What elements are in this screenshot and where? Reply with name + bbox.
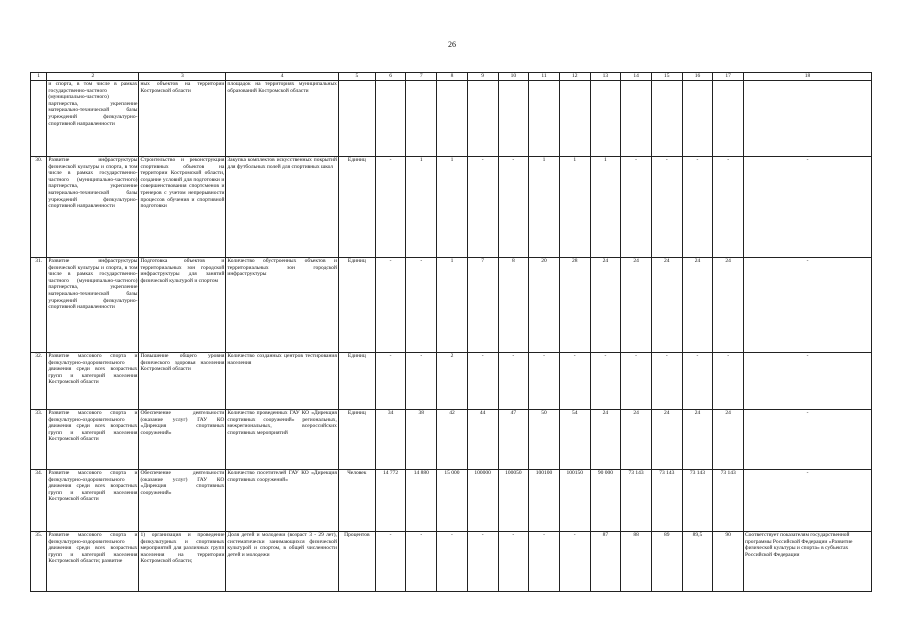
event-goal: Обеспечение деятельности (оказание услуг) ГАУ КО «Дирекция спортивных сооружений»	[139, 410, 226, 470]
unit-cell: Процентов	[338, 532, 375, 592]
value-cell: -	[406, 353, 437, 410]
value-cell: -	[713, 157, 744, 258]
value-cell: -	[590, 353, 621, 410]
value-cell: -	[529, 532, 560, 592]
value-cell: 88	[621, 532, 652, 592]
value-cell: 24	[713, 258, 744, 353]
value-cell: -	[651, 157, 682, 258]
row-number: 35.	[31, 532, 47, 592]
value-cell: 34	[375, 410, 406, 470]
column-header: 13	[590, 73, 621, 81]
column-header: 15	[651, 73, 682, 81]
unit-cell	[338, 81, 375, 157]
column-header: 2	[47, 73, 139, 81]
note-cell: Соответствует показателям государственной программы Российской Федерации «Развитие физической культуры и спорта» в субъектах Российской Федерации	[744, 532, 872, 592]
event-goal: 1) организация и проведение физкультурных и спортивных мероприятий для различных групп населения на территории Костромской области;	[139, 532, 226, 592]
value-cell: -	[621, 353, 652, 410]
value-cell	[498, 81, 529, 157]
value-cell: 24	[651, 258, 682, 353]
note-cell: -	[744, 353, 872, 410]
column-header: 9	[467, 73, 498, 81]
value-cell: 1	[529, 157, 560, 258]
value-cell: 50	[529, 410, 560, 470]
value-cell: 20	[529, 258, 560, 353]
value-cell: -	[651, 353, 682, 410]
note-cell	[744, 81, 872, 157]
page-number: 26	[448, 40, 456, 49]
value-cell: -	[375, 157, 406, 258]
column-header: 11	[529, 73, 560, 81]
event-goal: Строительство и реконструкция спортивных объектов на территории Костромской области, создание условий для подготовки и совершенствования спортсменов и тренеров с учетом непрерывности процессов обучения и спортивной подготовки	[139, 157, 226, 258]
value-cell: -	[621, 157, 652, 258]
row-number: 32.	[31, 353, 47, 410]
column-header: 6	[375, 73, 406, 81]
value-cell: -	[682, 353, 713, 410]
value-cell: 1	[590, 157, 621, 258]
row-number	[31, 81, 47, 157]
value-cell: 54	[559, 410, 590, 470]
value-cell: 38	[406, 410, 437, 470]
indicator-name: Количество созданных центров тестирования населения	[226, 353, 339, 410]
value-cell: 24	[682, 410, 713, 470]
column-header: 17	[713, 73, 744, 81]
event-goal: Подготовка объектов и территориальных зон городской инфраструктуры для занятий физической культурой и спортом	[139, 258, 226, 353]
value-cell: 7	[467, 258, 498, 353]
value-cell: -	[375, 258, 406, 353]
value-cell: 100000	[467, 470, 498, 532]
value-cell	[406, 81, 437, 157]
unit-cell: Единиц	[338, 157, 375, 258]
unit-cell: Человек	[338, 470, 375, 532]
value-cell: 1	[406, 157, 437, 258]
note-cell: -	[744, 410, 872, 470]
value-cell: 89	[651, 532, 682, 592]
table-row	[31, 410, 872, 470]
value-cell: 73 143	[651, 470, 682, 532]
value-cell: 24	[651, 410, 682, 470]
value-cell: 28	[559, 258, 590, 353]
value-cell: 8	[498, 258, 529, 353]
value-cell: 14 772	[375, 470, 406, 532]
value-cell: 100150	[559, 470, 590, 532]
event-name: Развитие массового спорта и физкультурно-оздоровительного движения среди всех возрастных групп и категорий населения Костромской области	[47, 410, 139, 470]
value-cell: 44	[467, 410, 498, 470]
value-cell: 73 143	[713, 470, 744, 532]
value-cell: -	[498, 532, 529, 592]
value-cell: -	[406, 532, 437, 592]
row-number: 33.	[31, 410, 47, 470]
indicator-name: Количество посетителей ГАУ КО «Дирекция спортивных сооружений»	[226, 470, 339, 532]
value-cell: 24	[682, 258, 713, 353]
column-header: 7	[406, 73, 437, 81]
value-cell: -	[529, 353, 560, 410]
column-number-row	[31, 73, 872, 81]
column-header: 3	[139, 73, 226, 81]
indicators-table	[30, 72, 872, 592]
note-cell: -	[744, 157, 872, 258]
value-cell: 90	[713, 532, 744, 592]
event-name: Развитие массового спорта и физкультурно-оздоровительного движения среди всех возрастных групп и категорий населения Костромской области	[47, 353, 139, 410]
column-header: 12	[559, 73, 590, 81]
column-header: 18	[744, 73, 872, 81]
table-row	[31, 258, 872, 353]
event-goal: ных объектов на территории Костромской области	[139, 81, 226, 157]
value-cell: 87	[590, 532, 621, 592]
value-cell: -	[559, 532, 590, 592]
value-cell: 1	[559, 157, 590, 258]
value-cell: 73 143	[621, 470, 652, 532]
event-name: Развитие инфраструктуры физической культуры и спорта, в том числе в рамках государственно-частного (муниципально-частного) партнерства, укрепление материально-технической базы учреждений физкультурно-спортивной направленности	[47, 258, 139, 353]
value-cell: 42	[437, 410, 468, 470]
value-cell: -	[498, 157, 529, 258]
indicator-name: Количество проведенных ГАУ КО «Дирекция спортивных сооружений» региональных, межрегиональных, всероссийских спортивных мероприятий	[226, 410, 339, 470]
value-cell	[375, 81, 406, 157]
note-cell: -	[744, 258, 872, 353]
value-cell: 100100	[529, 470, 560, 532]
value-cell	[559, 81, 590, 157]
value-cell: 15 000	[437, 470, 468, 532]
column-header: 14	[621, 73, 652, 81]
value-cell: 24	[621, 258, 652, 353]
indicator-name: Количество обустроенных объектов и территориальных зон городской инфраструктуры	[226, 258, 339, 353]
note-cell: -	[744, 470, 872, 532]
column-header: 10	[498, 73, 529, 81]
table-row	[31, 532, 872, 592]
value-cell: 47	[498, 410, 529, 470]
event-name: Развитие массового спорта и физкультурно-оздоровительного движения среди всех возрастных групп и категорий населения Костромской области	[47, 470, 139, 532]
column-header: 5	[338, 73, 375, 81]
value-cell: -	[467, 353, 498, 410]
table-row	[31, 353, 872, 410]
column-header: 8	[437, 73, 468, 81]
value-cell: -	[467, 532, 498, 592]
value-cell	[529, 81, 560, 157]
column-header: 4	[226, 73, 339, 81]
unit-cell: Единиц	[338, 353, 375, 410]
value-cell	[590, 81, 621, 157]
value-cell: -	[375, 353, 406, 410]
value-cell: 24	[590, 410, 621, 470]
value-cell: 14 880	[406, 470, 437, 532]
value-cell: -	[713, 353, 744, 410]
value-cell: -	[682, 157, 713, 258]
value-cell	[467, 81, 498, 157]
event-name: Развитие инфраструктуры физической культуры и спорта, в том числе в рамках государственно-частного (муниципально-частного) партнерства, укрепление материально-технической базы учреждений физкультурно-спортивной направленности	[47, 157, 139, 258]
table-row	[31, 81, 872, 157]
event-goal: Повышение общего уровня физического здоровья населения Костромской области	[139, 353, 226, 410]
indicator-name: Доля детей и молодежи (возраст 3 - 29 лет), систематически занимающихся физической культурой и спортом, в общей численности детей и молодежи	[226, 532, 339, 592]
value-cell: -	[375, 532, 406, 592]
row-number: 34.	[31, 470, 47, 532]
indicator-name: Закупка комплектов искусственных покрытий для футбольных полей для спортивных школ	[226, 157, 339, 258]
value-cell: 73 143	[682, 470, 713, 532]
event-goal: Обеспечение деятельности (оказание услуг) ГАУ КО «Дирекция спортивных сооружений»	[139, 470, 226, 532]
indicator-name: площадок на территориях муниципальных образований Костромской области	[226, 81, 339, 157]
value-cell: 1	[437, 157, 468, 258]
value-cell: 2	[437, 353, 468, 410]
value-cell: 24	[713, 410, 744, 470]
value-cell: 90 000	[590, 470, 621, 532]
unit-cell: Единиц	[338, 410, 375, 470]
value-cell: -	[498, 353, 529, 410]
row-number: 30.	[31, 157, 47, 258]
value-cell: 1	[437, 258, 468, 353]
value-cell: -	[559, 353, 590, 410]
column-header: 1	[31, 73, 47, 81]
value-cell	[651, 81, 682, 157]
value-cell: -	[437, 532, 468, 592]
value-cell	[621, 81, 652, 157]
table-row	[31, 157, 872, 258]
value-cell: -	[406, 258, 437, 353]
value-cell	[437, 81, 468, 157]
value-cell: -	[467, 157, 498, 258]
table-row	[31, 470, 872, 532]
value-cell: 24	[590, 258, 621, 353]
column-header: 16	[682, 73, 713, 81]
event-name: Развитие массового спорта и физкультурно-оздоровительного движения среди всех возрастных групп и категорий населения Костромской области; развитие	[47, 532, 139, 592]
row-number: 31.	[31, 258, 47, 353]
unit-cell: Единиц	[338, 258, 375, 353]
event-name: и спорта, в том числе в рамках государственно-частного (муниципально-частного) партнерства, укрепление материально-технической базы учреждений физкультурно-спортивной направленности	[47, 81, 139, 157]
value-cell: 100050	[498, 470, 529, 532]
value-cell	[713, 81, 744, 157]
value-cell: 89,5	[682, 532, 713, 592]
value-cell	[682, 81, 713, 157]
value-cell: 24	[621, 410, 652, 470]
